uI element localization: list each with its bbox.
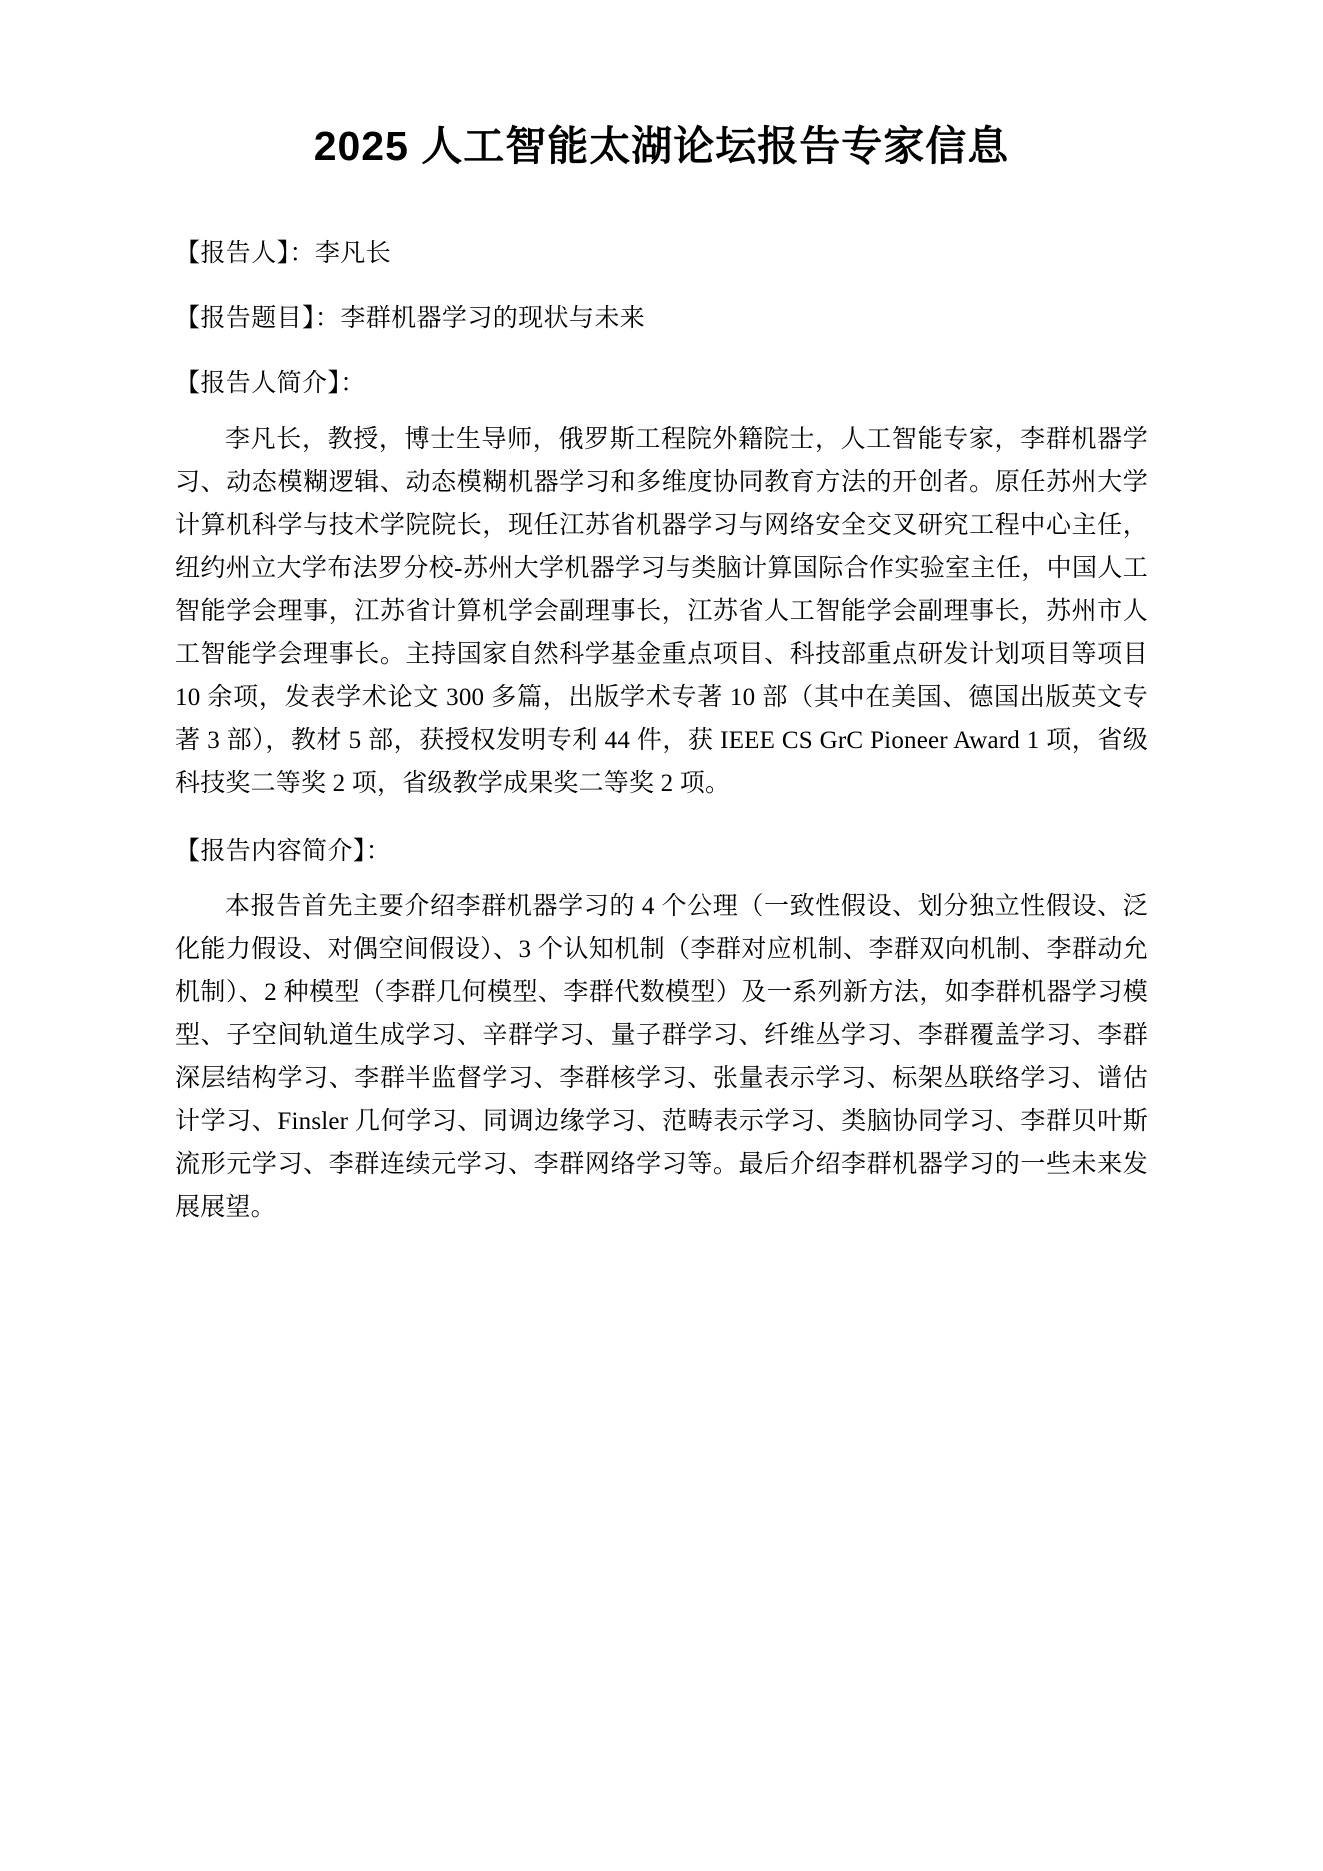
abstract-body: 本报告首先主要介绍李群机器学习的 4 个公理（一致性假设、划分独立性假设、泛化能力假设、对偶空间假设）、3 个认知机制（李群对应机制、李群双向机制、李群动允机制）、2 种模型（李群几何模型、李群代数模型）及一系列新方法，如李群机器学习模型、子空间轨道生成学习、辛群学习、量子群学习、纤维丛学习、李群覆盖学习、李群深层结构学习、李群半监督学习、李群核学习、张量表示学习、标架丛联络学习、谱估计学习、Finsler 几何学习、同调边缘学习、范畴表示学习、类脑协同学习、李群贝叶斯流形元学习、李群连续元学习、李群网络学习等。最后介绍李群机器学习的一些未来发展展望。 <box>175 893 1148 1222</box>
speaker-bio-heading: 【报告人简介】： <box>175 369 366 397</box>
talk-title-label: 【报告题目】： <box>175 305 341 333</box>
speaker-value: 李凡长 <box>314 240 392 268</box>
speaker-field <box>175 235 1148 274</box>
speaker-label: 【报告人】： <box>175 240 315 268</box>
talk-title-value: 李群机器学习的现状与未来 <box>340 305 646 333</box>
section-divider <box>175 825 1148 833</box>
talk-title-field <box>175 300 1148 339</box>
speaker-bio-body: 李凡长，教授，博士生导师，俄罗斯工程院外籍院士，人工智能专家，李群机器学习、动态模糊逻辑、动态模糊机器学习和多维度协同教育方法的开创者。原任苏州大学计算机科学与技术学院院长，现任江苏省机器学习与网络安全交叉研究工程中心主任，纽约州立大学布法罗分校-苏州大学机器学习与类脑计算国际合作实验室主任，中国人工智能学会理事，江苏省计算机学会副理事长，江苏省人工智能学会副理事长，苏州市人工智能学会理事长。主持国家自然科学基金重点项目、科技部重点研发计划项目等项目 10 余项，发表学术论文 300 多篇，出版学术专著 10 部（其中在美国、德国出版英文专著 3 部），教材 5 部，获授权发明专利 44 件，获 IEEE CS GrC Pioneer Award 1 项，省级科技奖二等奖 2 项，省级教学成果奖二等奖 2 项。 <box>175 425 1148 797</box>
abstract-heading: 【报告内容简介】： <box>175 837 392 865</box>
page-title: 2025 人工智能太湖论坛报告专家信息 <box>313 123 1010 169</box>
